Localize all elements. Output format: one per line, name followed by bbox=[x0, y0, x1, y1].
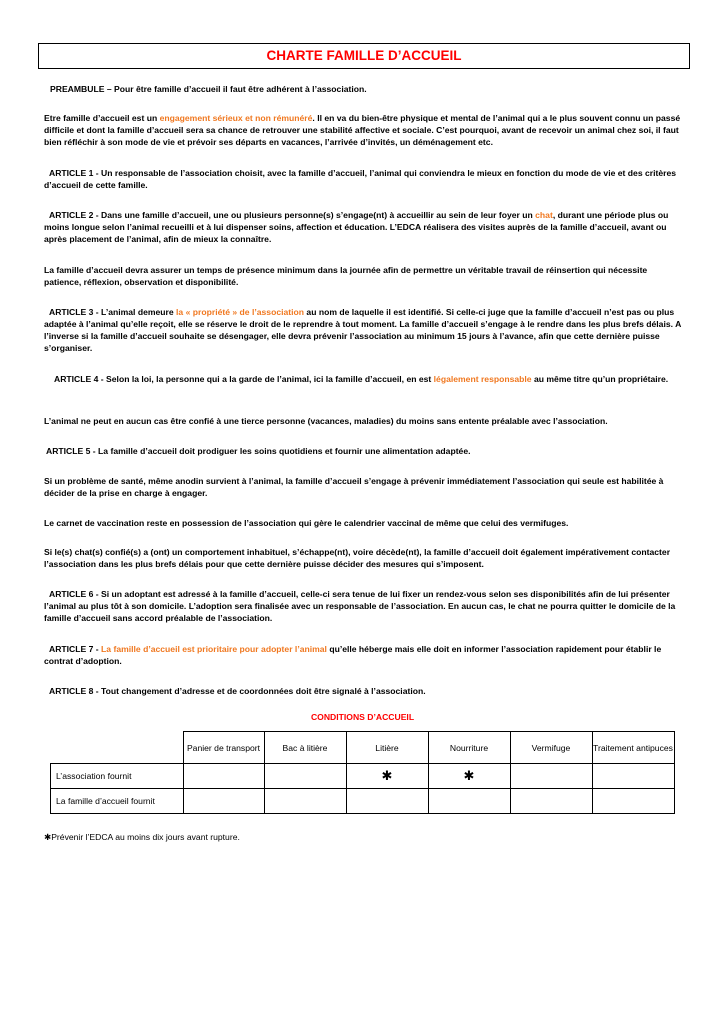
article-4-text-a: ARTICLE 4 - Selon la loi, la personne qui a la garde de l’animal, ici la famille d’accueil, en est bbox=[54, 374, 434, 384]
article-3-text-b: au nom de laquelle il est identifié. Si celle-ci juge que la famille d’accueil n’est pas ou plus adaptée à l’animal qu’elle reçoit, elle se réserve le droit de le reprendre à tout moment. La famille d’accueil s’engage à le rendre dans les plus brefs délais. A l’inverse si la famille d’accueil souhaite se désengager, elle devra prévenir l’association au minimum 15 jours à l’avance, afin que cette dernière puisse s’organiser. bbox=[44, 307, 681, 353]
conditions-table bbox=[50, 731, 675, 814]
article-4-text-b: au même titre qu’un propriétaire. bbox=[531, 374, 669, 384]
article-2 bbox=[44, 209, 684, 245]
intro-paragraph bbox=[44, 112, 684, 148]
table-row bbox=[51, 764, 675, 789]
table-cell bbox=[510, 764, 592, 789]
article-2-highlight: chat bbox=[535, 210, 553, 220]
table-cell bbox=[592, 789, 674, 814]
table-cell bbox=[428, 789, 510, 814]
table-cell-star: ✱ bbox=[428, 764, 510, 789]
article-3 bbox=[44, 306, 684, 354]
header-nourriture: Nourriture bbox=[428, 732, 510, 764]
article-4 bbox=[44, 373, 684, 385]
article-2-text-b: , durant une période plus ou moins longue selon l’animal recueilli et à lui dispenser soins, affection et éducation. L’EDCA réalisera des visites auprès de la famille d’accueil, avant ou après placement de l’animal, afin de mieux la connaître. bbox=[44, 210, 669, 244]
table-cell-star: ✱ bbox=[346, 764, 428, 789]
table-row bbox=[51, 789, 675, 814]
article-7-text-b: qu’elle héberge mais elle doit en informer l’association rapidement pour établir le contrat d’adoption. bbox=[44, 644, 662, 666]
header-antipuces: Traitement antipuces bbox=[592, 732, 674, 764]
preambule: PREAMBULE – Pour être famille d’accueil il faut être adhérent à l’association. bbox=[50, 84, 367, 94]
sante-paragraph: Si un problème de santé, même anodin survient à l’animal, la famille d’accueil s’engage à prévenir immédiatement l’association qui seule est habilitée à décider de la prise en charge à engager. bbox=[44, 476, 664, 498]
conditions-title: CONDITIONS D’ACCUEIL bbox=[310, 712, 415, 722]
intro-text-b: . Il en va du bien-être physique et mental de l’animal qui a le plus souvent connu un passé difficile et dont la famille d’accueil sera sa chance de retrouver une stabilité affective et sociale. C’est pourquoi, avant de recevoir un animal chez soi, il faut bien réfléchir à son mode de vie et prévoir ses départs en vacances, l’arrivée d’invités, un déménagement etc. bbox=[44, 113, 681, 147]
table-corner bbox=[51, 732, 184, 764]
header-vermifuge: Vermifuge bbox=[510, 732, 592, 764]
article-1: ARTICLE 1 - Un responsable de l’association choisit, avec la famille d’accueil, l’animal qui conviendra le mieux en fonction du mode de vie et des critères d’accueil de cette famille. bbox=[44, 168, 677, 190]
article-4-highlight: légalement responsable bbox=[433, 374, 532, 384]
article-6: ARTICLE 6 - Si un adoptant est adressé à la famille d’accueil, celle-ci sera tenue de lui fixer un rendez-vous selon ses disponibilités afin de lui présenter l’animal au plus tôt à son domicile. L’adoption sera finalisée avec un responsable de l’association. En aucun cas, le chat ne pourra quitter le domicile de la famille d’accueil sans accord préalable de l’association. bbox=[44, 589, 676, 623]
article-5: ARTICLE 5 - La famille d’accueil doit prodiguer les soins quotidiens et fournir une alimentation adaptée. bbox=[46, 446, 471, 456]
table-cell bbox=[264, 789, 346, 814]
header-litiere: Litière bbox=[346, 732, 428, 764]
table-cell bbox=[264, 764, 346, 789]
article-8: ARTICLE 8 - Tout changement d’adresse et de coordonnées doit être signalé à l’association. bbox=[49, 686, 426, 696]
carnet-paragraph: Le carnet de vaccination reste en possession de l’association qui gère le calendrier vaccinal de même que celui des vermifuges. bbox=[44, 518, 569, 528]
table-cell bbox=[510, 789, 592, 814]
presence-paragraph: La famille d’accueil devra assurer un temps de présence minimum dans la journée afin de permettre un véritable travail de réinsertion qui nécessite patience, réflexion, observation et disponibilité. bbox=[44, 265, 648, 287]
article-7 bbox=[44, 643, 684, 667]
table-cell bbox=[183, 764, 264, 789]
header-bac: Bac à litière bbox=[264, 732, 346, 764]
table-cell bbox=[183, 789, 264, 814]
row-label-famille: La famille d’accueil fournit bbox=[51, 789, 184, 814]
intro-text-a: Etre famille d’accueil est un bbox=[44, 113, 160, 123]
article-7-text-a: ARTICLE 7 - bbox=[49, 644, 102, 654]
comportement-paragraph: Si le(s) chat(s) confié(s) a (ont) un comportement inhabituel, s’échappe(nt), voire décède(nt), la famille d’accueil doit également impérativement contacter l’association dans les plus brefs délais pour que cette dernière puisse décider des mesures qui s’imposent. bbox=[44, 547, 671, 569]
table-header-row bbox=[51, 732, 675, 764]
article-7-highlight: La famille d’accueil est prioritaire pour adopter l’animal bbox=[101, 644, 327, 654]
row-label-association: L’association fournit bbox=[51, 764, 184, 789]
tierce-paragraph: L’animal ne peut en aucun cas être confié à une tierce personne (vacances, maladies) du moins sans entente préalable avec l’association. bbox=[44, 416, 608, 426]
title-box bbox=[38, 43, 690, 69]
intro-highlight: engagement sérieux et non rémunéré bbox=[159, 113, 313, 123]
page-title: CHARTE FAMILLE D’ACCUEIL bbox=[266, 48, 462, 63]
article-3-text-a: ARTICLE 3 - L’animal demeure bbox=[49, 307, 177, 317]
footnote: ✱Prévenir l’EDCA au moins dix jours avant rupture. bbox=[44, 832, 240, 842]
article-2-text-a: ARTICLE 2 - Dans une famille d’accueil, une ou plusieurs personne(s) s’engage(nt) à accueillir au sein de leur foyer un bbox=[49, 210, 536, 220]
header-panier: Panier de transport bbox=[183, 732, 264, 764]
article-3-highlight: la « propriété » de l’association bbox=[176, 307, 305, 317]
table-cell bbox=[592, 764, 674, 789]
table-cell bbox=[346, 789, 428, 814]
